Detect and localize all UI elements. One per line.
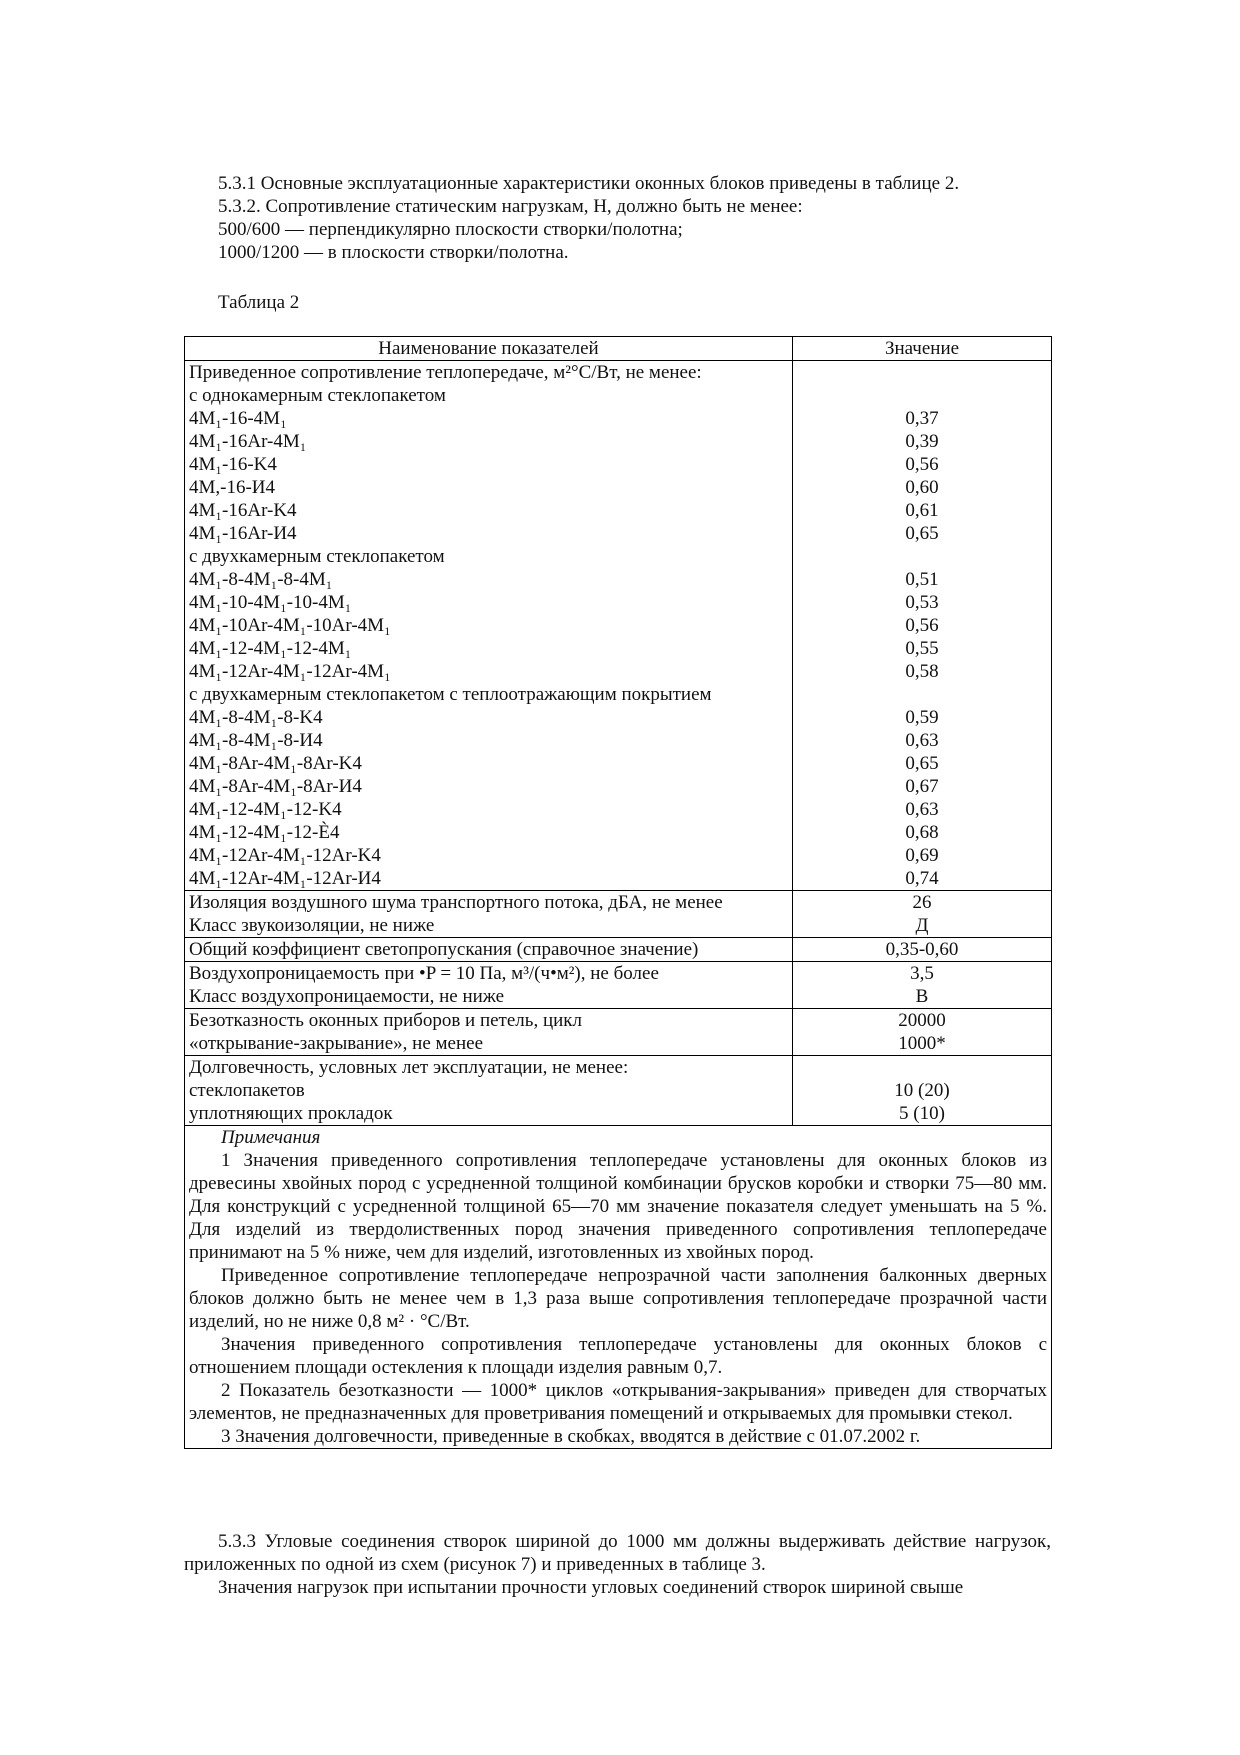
blank-line xyxy=(797,545,1047,568)
row-values xyxy=(793,1009,1052,1056)
cell-line: 4M₁-12Ar-4M₁-12Ar-4M₁ xyxy=(189,661,391,682)
cell-line: с однокамерным стеклопакетом xyxy=(189,385,446,406)
cell-line: 26 xyxy=(912,892,932,913)
cell-line: 0,53 xyxy=(905,592,939,613)
cell-line: 4M₁-16Ar-И4 xyxy=(189,523,297,544)
cell-line: Приведенное сопротивление теплопередаче, м²°С/Вт, не менее: xyxy=(189,362,702,383)
row-names xyxy=(185,938,793,962)
table-row xyxy=(185,962,1052,1009)
table-caption: Таблица 2 xyxy=(218,292,300,313)
cell-line: 1000* xyxy=(898,1033,946,1054)
table-row xyxy=(185,1009,1052,1056)
cell-line: 0,56 xyxy=(905,454,939,475)
row-names xyxy=(185,361,793,891)
cell-line: 0,55 xyxy=(905,638,939,659)
table-row xyxy=(185,361,1052,891)
cell-line: 4M₁-12-4M₁-12-K4 xyxy=(189,799,342,820)
table-row xyxy=(185,938,1052,962)
note-paragraph: 1 Значения приведенного сопротивления теплопередаче установлены для оконных блоков из древесины хвойных пород с усредненной толщиной комбинации брусков коробки и створки 75—80 мм. Для конструкций с усредненной толщиной 65—70 мм значение показателя следует уменьшать на 5 %. Для изделий из твердолиственных пород значения приведенного сопротивления теплопередаче принимают на 5 % ниже, чем для изделий, изготовленных из хвойных пород. xyxy=(189,1150,1047,1263)
cell-line: 0,69 xyxy=(905,845,939,866)
cell-line: 3,5 xyxy=(910,963,934,984)
cell-line: 4M₁-10-4M₁-10-4M₁ xyxy=(189,592,352,613)
row-names xyxy=(185,962,793,1009)
header-value: Значение xyxy=(793,337,1052,361)
intro-line: 5.3.2. Сопротивление статическим нагрузкам, Н, должно быть не менее: xyxy=(218,196,803,217)
intro-line: 500/600 — перпендикулярно плоскости створки/полотна; xyxy=(218,219,683,240)
cell-line: 0,65 xyxy=(905,753,939,774)
cell-line: 0,58 xyxy=(905,661,939,682)
cell-line: 4M₁-16Ar-4M₁ xyxy=(189,431,307,452)
table-header-row xyxy=(185,337,1052,361)
cell-line: 0,37 xyxy=(905,408,939,429)
cell-line: 20000 xyxy=(898,1010,946,1031)
cell-line: 0,63 xyxy=(905,799,939,820)
intro-section xyxy=(218,172,1118,264)
cell-line: 4M₁-8-4M₁-8-И4 xyxy=(189,730,323,751)
cell-line: 0,51 xyxy=(905,569,939,590)
cell-line: 10 (20) xyxy=(894,1080,950,1101)
cell-line: Класс воздухопроницаемости, не ниже xyxy=(189,986,505,1007)
row-values xyxy=(793,891,1052,938)
cell-line: с двухкамерным стеклопакетом с теплоотражающим покрытием xyxy=(189,684,712,705)
body-paragraph: Значения нагрузок при испытании прочности угловых соединений створок шириной свыше xyxy=(218,1577,964,1598)
notes-title: Примечания xyxy=(221,1127,321,1148)
cell-line: 5 (10) xyxy=(899,1103,945,1124)
intro-line: 5.3.1 Основные эксплуатационные характеристики оконных блоков приведены в таблице 2. xyxy=(218,173,960,194)
cell-line: 4M₁-16-4M₁ xyxy=(189,408,287,429)
table-notes xyxy=(185,1126,1052,1449)
cell-line: Воздухопроницаемость при •P = 10 Па, м³/(ч•м²), не более xyxy=(189,963,659,984)
cell-line: 4M,-16-И4 xyxy=(189,477,276,498)
cell-line: 4M₁-12-4M₁-12-È4 xyxy=(189,822,340,843)
cell-line: 0,65 xyxy=(905,523,939,544)
cell-line: 0,35-0,60 xyxy=(885,939,959,960)
cell-line: 0,60 xyxy=(905,477,939,498)
notes-row xyxy=(185,1126,1052,1449)
cell-line: 4M₁-8-4M₁-8-K4 xyxy=(189,707,323,728)
cell-line: 4M₁-8Ar-4M₁-8Ar-K4 xyxy=(189,753,362,774)
row-values xyxy=(793,962,1052,1009)
cell-line: Класс звукоизоляции, не ниже xyxy=(189,915,435,936)
cell-line: В xyxy=(915,986,929,1007)
note-paragraph: Значения приведенного сопротивления теплопередаче установлены для оконных блоков с отношением площади остекления к площади изделия равным 0,7. xyxy=(189,1334,1047,1378)
body-paragraph: 5.3.3 Угловые соединения створок шириной до 1000 мм должны выдерживать действие нагрузок, приложенных по одной из схем (рисунок 7) и приведенных в таблице 3. xyxy=(184,1531,1051,1575)
cell-line: 0,56 xyxy=(905,615,939,636)
row-names xyxy=(185,891,793,938)
blank-line xyxy=(797,361,1047,384)
cell-line: 4M₁-10Ar-4M₁-10Ar-4M₁ xyxy=(189,615,391,636)
note-paragraph: Приведенное сопротивление теплопередаче непрозрачной части заполнения балконных дверных блоков должно быть не менее чем в 1,3 раза выше сопротивления теплопередаче прозрачной части изделий, но не ниже 0,8 м² · °С/Вт. xyxy=(189,1265,1047,1332)
following-section xyxy=(184,1530,1051,1599)
cell-line: 4M₁-12Ar-4M₁-12Ar-И4 xyxy=(189,868,381,889)
cell-line: 0,74 xyxy=(905,868,939,889)
cell-line: 0,68 xyxy=(905,822,939,843)
specs-table xyxy=(184,336,1052,1449)
note-paragraph: 2 Показатель безотказности — 1000* циклов «открывания-закрывания» приведен для створчатых элементов, не предназначенных для проветривания помещений и открываемых для промывки стекол. xyxy=(189,1380,1047,1424)
cell-line: Изоляция воздушного шума транспортного потока, дБА, не менее xyxy=(189,892,723,913)
cell-line: 0,67 xyxy=(905,776,939,797)
table-row xyxy=(185,1056,1052,1126)
cell-line: Долговечность, условных лет эксплуатации, не менее: xyxy=(189,1057,629,1078)
cell-line: 0,61 xyxy=(905,500,939,521)
cell-line: Безотказность оконных приборов и петель, цикл xyxy=(189,1010,582,1031)
cell-line: Д xyxy=(915,915,929,936)
blank-line xyxy=(797,683,1047,706)
cell-line: 4M₁-16-K4 xyxy=(189,454,277,475)
table-row xyxy=(185,891,1052,938)
row-names xyxy=(185,1056,793,1126)
cell-line: уплотняющих прокладок xyxy=(189,1103,393,1124)
header-indicator-name: Наименование показателей xyxy=(185,337,793,361)
note-paragraph: 3 Значения долговечности, приведенные в скобках, вводятся в действие с 01.07.2002 г. xyxy=(221,1426,921,1447)
cell-line: 0,59 xyxy=(905,707,939,728)
cell-line: 0,63 xyxy=(905,730,939,751)
cell-line: 0,39 xyxy=(905,431,939,452)
row-names xyxy=(185,1009,793,1056)
intro-line: 1000/1200 — в плоскости створки/полотна. xyxy=(218,242,569,263)
row-values xyxy=(793,938,1052,962)
cell-line: стеклопакетов xyxy=(189,1080,305,1101)
cell-line: 4M₁-12Ar-4M₁-12Ar-K4 xyxy=(189,845,381,866)
cell-line: с двухкамерным стеклопакетом xyxy=(189,546,445,567)
blank-line xyxy=(797,384,1047,407)
cell-line: 4M₁-8Ar-4M₁-8Ar-И4 xyxy=(189,776,362,797)
cell-line: 4M₁-16Ar-K4 xyxy=(189,500,297,521)
cell-line: 4M₁-8-4M₁-8-4M₁ xyxy=(189,569,333,590)
row-values xyxy=(793,361,1052,891)
cell-line: «открывание-закрывание», не менее xyxy=(189,1033,483,1054)
cell-line: 4M₁-12-4M₁-12-4M₁ xyxy=(189,638,352,659)
cell-line: Общий коэффициент светопропускания (справочное значение) xyxy=(189,939,699,960)
row-values xyxy=(793,1056,1052,1126)
blank-line xyxy=(797,1056,1047,1079)
